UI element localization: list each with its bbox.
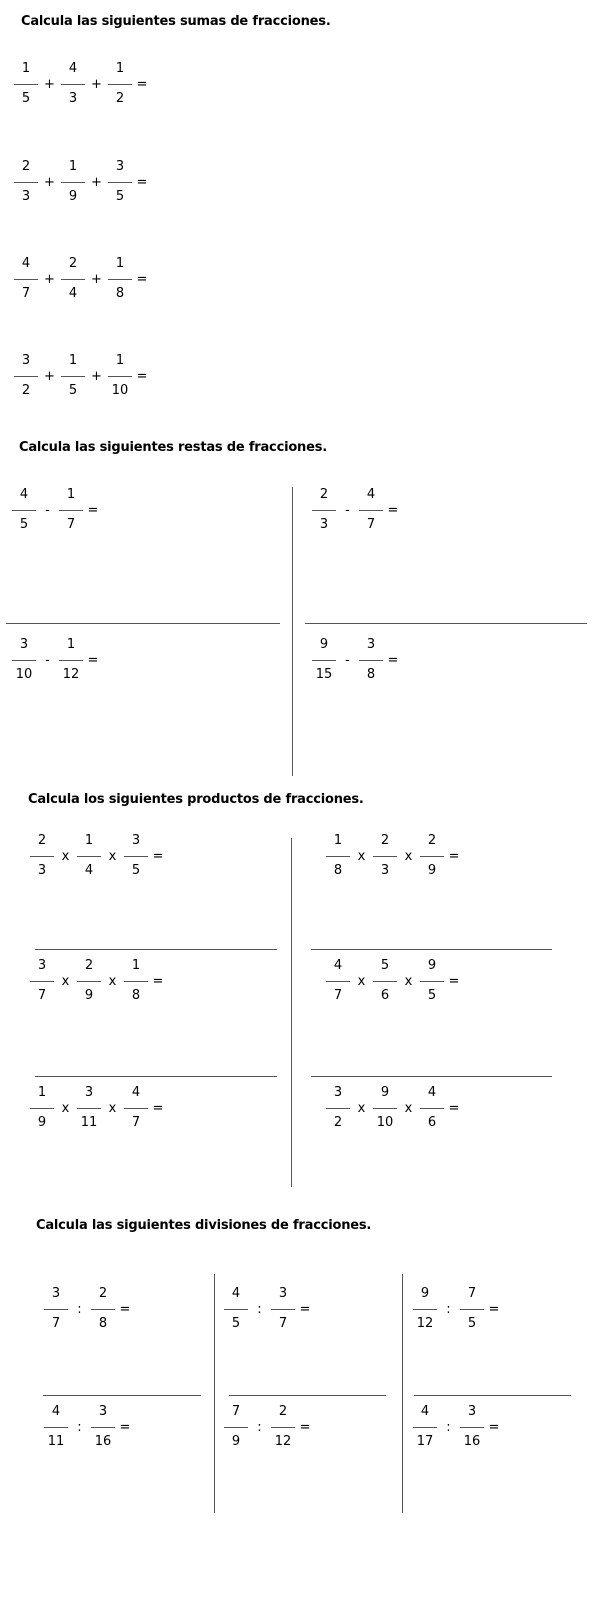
fraction: [14, 61, 38, 107]
division-row-divider-2: [229, 1395, 386, 1396]
numerator: 1: [68, 159, 78, 174]
fraction: [373, 833, 397, 879]
numerator: 2: [37, 833, 47, 848]
denominator: 6: [380, 988, 390, 1003]
denominator: 10: [15, 667, 33, 682]
denominator: 5: [19, 517, 29, 532]
fraction-bar: [59, 660, 83, 661]
fraction: [12, 637, 36, 683]
equals-sign: =: [136, 76, 148, 92]
fraction: [108, 256, 132, 302]
equals-sign: =: [152, 1100, 164, 1116]
denominator: 9: [427, 863, 437, 878]
fraction-bar: [30, 981, 54, 982]
numerator: 4: [21, 256, 31, 271]
numerator: 3: [51, 1286, 61, 1301]
fraction: [420, 833, 444, 879]
fraction: [30, 958, 54, 1004]
division-exercise-2: [224, 1283, 315, 1335]
subtraction-exercise-3: [12, 634, 103, 686]
fraction: [61, 256, 85, 302]
fraction: [59, 637, 83, 683]
numerator: 3: [131, 833, 141, 848]
fraction: [14, 159, 38, 205]
division-exercise-5: [224, 1401, 315, 1453]
denominator: 2: [21, 383, 31, 398]
operator: :: [257, 1301, 262, 1317]
numerator: 3: [333, 1085, 343, 1100]
fraction-bar: [77, 856, 101, 857]
denominator: 4: [84, 863, 94, 878]
equals-sign: =: [448, 973, 460, 989]
fraction-bar: [91, 1427, 115, 1428]
fraction-bar: [61, 182, 85, 183]
fraction-bar: [271, 1427, 295, 1428]
fraction: [30, 833, 54, 879]
operator: -: [345, 502, 350, 518]
fraction-bar: [14, 182, 38, 183]
operator: :: [77, 1419, 82, 1435]
numerator: 2: [84, 958, 94, 973]
numerator: 3: [84, 1085, 94, 1100]
fraction: [460, 1286, 484, 1332]
numerator: 1: [66, 487, 76, 502]
equals-sign: =: [152, 848, 164, 864]
fraction-bar: [61, 279, 85, 280]
denominator: 7: [366, 517, 376, 532]
denominator: 3: [21, 189, 31, 204]
fraction-bar: [413, 1309, 437, 1310]
operator: x: [404, 848, 413, 864]
division-row-divider-1: [43, 1395, 201, 1396]
denominator: 5: [131, 863, 141, 878]
fraction: [420, 1085, 444, 1131]
fraction: [77, 1085, 101, 1131]
fraction-bar: [14, 376, 38, 377]
fraction: [108, 61, 132, 107]
numerator: 3: [278, 1286, 288, 1301]
fraction-bar: [14, 279, 38, 280]
denominator: 7: [37, 988, 47, 1003]
fraction: [413, 1404, 437, 1450]
division-row-divider-3: [414, 1395, 571, 1396]
operator: x: [404, 973, 413, 989]
subtractions-title: Calcula las siguientes restas de fracciones.: [19, 440, 328, 455]
fraction: [77, 833, 101, 879]
equals-sign: =: [488, 1301, 500, 1317]
denominator: 10: [111, 383, 129, 398]
denominator: 12: [62, 667, 80, 682]
numerator: 3: [37, 958, 47, 973]
fraction-bar: [420, 856, 444, 857]
fraction-bar: [326, 1108, 350, 1109]
denominator: 5: [467, 1316, 477, 1331]
denominator: 3: [319, 517, 329, 532]
equals-sign: =: [87, 652, 99, 668]
numerator: 4: [427, 1085, 437, 1100]
fraction-bar: [108, 84, 132, 85]
operator: :: [446, 1419, 451, 1435]
fraction-bar: [373, 981, 397, 982]
operator: :: [446, 1301, 451, 1317]
fraction: [61, 353, 85, 399]
sum-exercise-1: [14, 58, 152, 110]
fraction-bar: [77, 1108, 101, 1109]
numerator: 1: [115, 353, 125, 368]
operator: x: [61, 1100, 70, 1116]
numerator: 9: [427, 958, 437, 973]
fraction: [91, 1286, 115, 1332]
division-exercise-4: [44, 1401, 135, 1453]
numerator: 2: [427, 833, 437, 848]
equals-sign: =: [119, 1301, 131, 1317]
numerator: 4: [231, 1286, 241, 1301]
sum-exercise-2: [14, 156, 152, 208]
fraction: [271, 1286, 295, 1332]
numerator: 3: [467, 1404, 477, 1419]
fraction-bar: [124, 981, 148, 982]
product-exercise-5: [30, 1082, 168, 1134]
fraction-bar: [61, 84, 85, 85]
numerator: 1: [37, 1085, 47, 1100]
subtraction-column-divider: [292, 487, 293, 776]
equals-sign: =: [448, 1100, 460, 1116]
fraction-bar: [61, 376, 85, 377]
operator: +: [44, 174, 55, 190]
operator: x: [108, 1100, 117, 1116]
fraction-bar: [271, 1309, 295, 1310]
fraction-bar: [224, 1309, 248, 1310]
denominator: 11: [80, 1115, 98, 1130]
equals-sign: =: [152, 973, 164, 989]
denominator: 8: [366, 667, 376, 682]
fraction: [12, 487, 36, 533]
operator: -: [45, 652, 50, 668]
equals-sign: =: [299, 1301, 311, 1317]
fraction-bar: [14, 84, 38, 85]
numerator: 9: [420, 1286, 430, 1301]
fraction: [326, 1085, 350, 1131]
denominator: 15: [315, 667, 333, 682]
numerator: 4: [333, 958, 343, 973]
equals-sign: =: [387, 652, 399, 668]
numerator: 4: [366, 487, 376, 502]
operator: :: [257, 1419, 262, 1435]
fraction: [373, 1085, 397, 1131]
denominator: 5: [231, 1316, 241, 1331]
numerator: 9: [319, 637, 329, 652]
fraction: [312, 637, 336, 683]
operator: x: [357, 1100, 366, 1116]
product-row-divider-right-2: [311, 1076, 552, 1077]
numerator: 1: [333, 833, 343, 848]
fraction: [61, 61, 85, 107]
fraction: [312, 487, 336, 533]
fraction-bar: [420, 1108, 444, 1109]
operator: +: [91, 76, 102, 92]
fraction: [224, 1286, 248, 1332]
fraction-bar: [91, 1309, 115, 1310]
fraction: [420, 958, 444, 1004]
denominator: 8: [333, 863, 343, 878]
fraction: [124, 1085, 148, 1131]
denominator: 5: [21, 91, 31, 106]
denominator: 7: [333, 988, 343, 1003]
denominator: 8: [115, 286, 125, 301]
fraction-bar: [460, 1309, 484, 1310]
fraction-bar: [124, 856, 148, 857]
operator: x: [357, 973, 366, 989]
fraction-bar: [59, 510, 83, 511]
numerator: 3: [115, 159, 125, 174]
fraction-bar: [108, 376, 132, 377]
fraction-bar: [413, 1427, 437, 1428]
denominator: 3: [380, 863, 390, 878]
denominator: 12: [274, 1434, 292, 1449]
equals-sign: =: [387, 502, 399, 518]
fraction: [91, 1404, 115, 1450]
fraction-bar: [359, 660, 383, 661]
numerator: 4: [68, 61, 78, 76]
subtraction-exercise-4: [312, 634, 403, 686]
division-column-divider-2: [402, 1274, 403, 1513]
operator: +: [91, 271, 102, 287]
fraction-bar: [373, 856, 397, 857]
numerator: 3: [366, 637, 376, 652]
fraction-bar: [420, 981, 444, 982]
numerator: 1: [115, 61, 125, 76]
sum-exercise-4: [14, 350, 152, 402]
equals-sign: =: [488, 1419, 500, 1435]
division-exercise-1: [44, 1283, 135, 1335]
numerator: 1: [66, 637, 76, 652]
fraction: [108, 353, 132, 399]
division-column-divider-1: [214, 1274, 215, 1513]
numerator: 3: [98, 1404, 108, 1419]
fraction: [30, 1085, 54, 1131]
equals-sign: =: [448, 848, 460, 864]
fraction-bar: [326, 981, 350, 982]
fraction: [14, 256, 38, 302]
operator: x: [61, 973, 70, 989]
operator: x: [357, 848, 366, 864]
fraction: [413, 1286, 437, 1332]
equals-sign: =: [136, 271, 148, 287]
product-row-divider-right-1: [311, 949, 552, 950]
denominator: 9: [231, 1434, 241, 1449]
fraction: [44, 1286, 68, 1332]
denominator: 6: [427, 1115, 437, 1130]
fraction: [326, 833, 350, 879]
denominator: 7: [131, 1115, 141, 1130]
equals-sign: =: [136, 368, 148, 384]
denominator: 8: [98, 1316, 108, 1331]
numerator: 1: [115, 256, 125, 271]
numerator: 1: [68, 353, 78, 368]
fraction-bar: [373, 1108, 397, 1109]
denominator: 9: [68, 189, 78, 204]
operator: +: [44, 76, 55, 92]
product-exercise-3: [30, 955, 168, 1007]
fraction-bar: [44, 1427, 68, 1428]
fraction: [359, 637, 383, 683]
denominator: 10: [376, 1115, 394, 1130]
denominator: 5: [427, 988, 437, 1003]
numerator: 2: [21, 159, 31, 174]
numerator: 1: [21, 61, 31, 76]
operator: :: [77, 1301, 82, 1317]
fraction-bar: [312, 510, 336, 511]
subtraction-row-divider-left: [6, 623, 280, 624]
fraction: [373, 958, 397, 1004]
denominator: 7: [21, 286, 31, 301]
denominator: 16: [463, 1434, 481, 1449]
numerator: 3: [21, 353, 31, 368]
numerator: 2: [278, 1404, 288, 1419]
fraction: [359, 487, 383, 533]
fraction-bar: [77, 981, 101, 982]
fraction-bar: [108, 279, 132, 280]
denominator: 2: [333, 1115, 343, 1130]
fraction: [108, 159, 132, 205]
fraction: [14, 353, 38, 399]
denominator: 5: [115, 189, 125, 204]
denominator: 17: [416, 1434, 434, 1449]
operator: +: [91, 368, 102, 384]
denominator: 3: [68, 91, 78, 106]
numerator: 7: [231, 1404, 241, 1419]
fraction-bar: [312, 660, 336, 661]
numerator: 1: [131, 958, 141, 973]
fraction-bar: [30, 856, 54, 857]
fraction: [224, 1404, 248, 1450]
numerator: 9: [380, 1085, 390, 1100]
fraction-bar: [460, 1427, 484, 1428]
sum-exercise-3: [14, 253, 152, 305]
denominator: 3: [37, 863, 47, 878]
fraction: [124, 833, 148, 879]
operator: -: [345, 652, 350, 668]
equals-sign: =: [299, 1419, 311, 1435]
division-exercise-3: [413, 1283, 504, 1335]
operator: x: [108, 848, 117, 864]
operator: +: [91, 174, 102, 190]
fraction: [59, 487, 83, 533]
denominator: 11: [47, 1434, 65, 1449]
fraction-bar: [326, 856, 350, 857]
product-row-divider-left-2: [35, 1076, 277, 1077]
fraction: [460, 1404, 484, 1450]
denominator: 7: [51, 1316, 61, 1331]
numerator: 2: [98, 1286, 108, 1301]
fraction-bar: [124, 1108, 148, 1109]
denominator: 7: [278, 1316, 288, 1331]
operator: x: [404, 1100, 413, 1116]
fraction-bar: [359, 510, 383, 511]
subtraction-row-divider-right: [305, 623, 587, 624]
divisions-title: Calcula las siguientes divisiones de fracciones.: [36, 1218, 372, 1233]
denominator: 5: [68, 383, 78, 398]
fraction-bar: [44, 1309, 68, 1310]
fraction-bar: [108, 182, 132, 183]
operator: -: [45, 502, 50, 518]
numerator: 3: [19, 637, 29, 652]
denominator: 9: [37, 1115, 47, 1130]
denominator: 4: [68, 286, 78, 301]
fraction: [77, 958, 101, 1004]
denominator: 2: [115, 91, 125, 106]
denominator: 8: [131, 988, 141, 1003]
numerator: 1: [84, 833, 94, 848]
equals-sign: =: [119, 1419, 131, 1435]
fraction-bar: [30, 1108, 54, 1109]
fraction-bar: [12, 510, 36, 511]
product-exercise-2: [326, 830, 464, 882]
numerator: 2: [380, 833, 390, 848]
denominator: 16: [94, 1434, 112, 1449]
numerator: 4: [51, 1404, 61, 1419]
fraction-bar: [224, 1427, 248, 1428]
subtraction-exercise-2: [312, 484, 403, 536]
operator: +: [44, 271, 55, 287]
denominator: 12: [416, 1316, 434, 1331]
operator: x: [61, 848, 70, 864]
equals-sign: =: [87, 502, 99, 518]
fraction: [124, 958, 148, 1004]
numerator: 4: [131, 1085, 141, 1100]
operator: +: [44, 368, 55, 384]
product-exercise-6: [326, 1082, 464, 1134]
product-exercise-4: [326, 955, 464, 1007]
denominator: 9: [84, 988, 94, 1003]
subtraction-exercise-1: [12, 484, 103, 536]
fraction-bar: [12, 660, 36, 661]
fraction: [44, 1404, 68, 1450]
fraction: [61, 159, 85, 205]
product-row-divider-left-1: [35, 949, 277, 950]
fraction: [326, 958, 350, 1004]
products-title: Calcula los siguientes productos de fracciones.: [28, 792, 364, 807]
equals-sign: =: [136, 174, 148, 190]
fraction: [271, 1404, 295, 1450]
denominator: 7: [66, 517, 76, 532]
product-column-divider: [291, 838, 292, 1187]
product-exercise-1: [30, 830, 168, 882]
sums-title: Calcula las siguientes sumas de fracciones.: [21, 14, 331, 29]
numerator: 2: [319, 487, 329, 502]
numerator: 4: [420, 1404, 430, 1419]
operator: x: [108, 973, 117, 989]
numerator: 2: [68, 256, 78, 271]
numerator: 4: [19, 487, 29, 502]
numerator: 7: [467, 1286, 477, 1301]
numerator: 5: [380, 958, 390, 973]
division-exercise-6: [413, 1401, 504, 1453]
